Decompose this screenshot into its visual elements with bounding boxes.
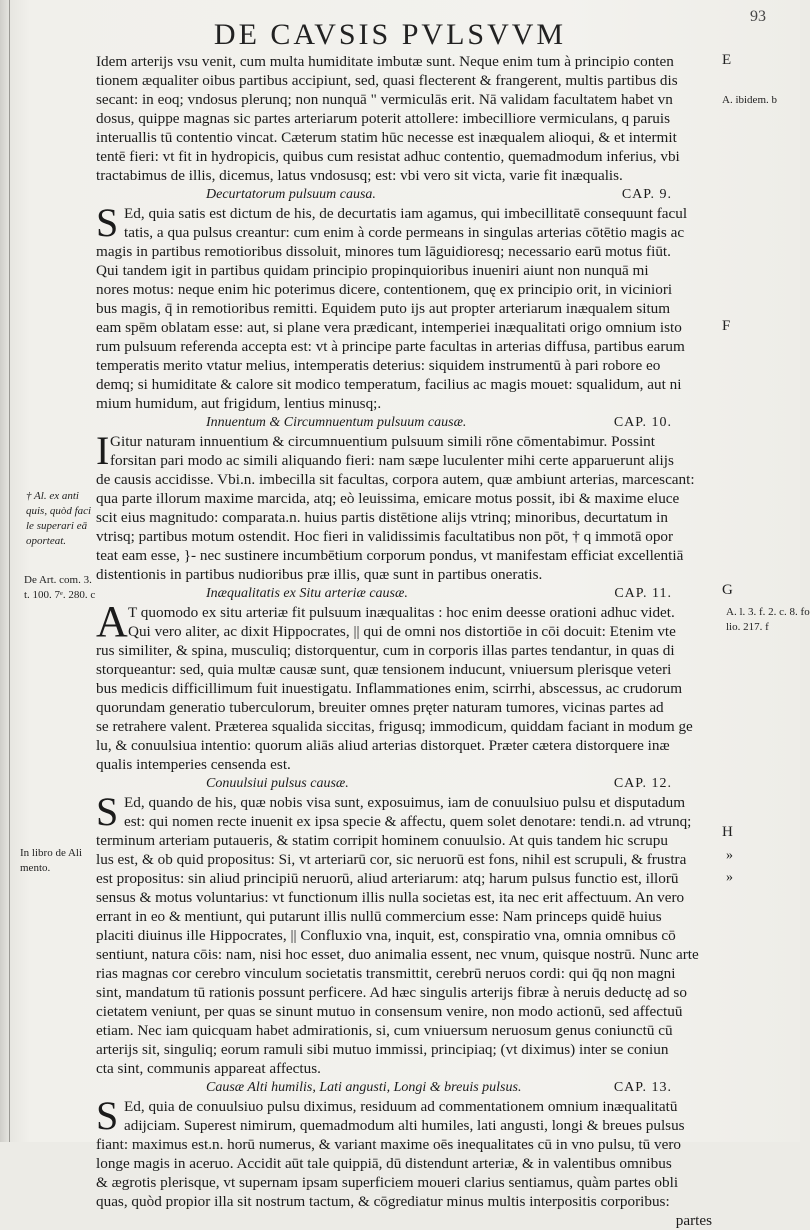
running-title: DE CAVSIS PVLSVVM [213,18,567,51]
margin-note-reference-line-1: A. l. 3. f. 2. c. 8. fo [726,606,810,618]
chapter-section [96,774,712,1078]
margin-note-alternate-line-3: le superari eā [26,520,88,532]
text-line: Ed, quia satis est dictum de his, de decurtatis iam agamus, qui imbecillitatē consequunt facul [124,205,688,222]
text-line: terminum arteriam putaueris, & statim corripit hominem conuulsio. At quis tandem hic scrupu [96,832,668,849]
margin-note-libro-line-2: mento. [20,862,51,874]
section-letter-h: H [722,824,733,840]
text-line: de causis accidisse. Vbi.n. imbecilla sit facultas, corpora autem, quæ ambiunt arterias, marcescant: [96,471,695,488]
text-line: placiti diuinus ille Hippocrates, || Confluxio vna, inquit, est, conspiratio vna, omnia omnibus cō [96,927,676,944]
chapter-title: Causæ Alti humilis, Lati angusti, Longi & breuis pulsus. [206,1080,522,1095]
text-line: mium humidum, aut frigidum, lentius minusq;. [96,395,382,412]
chapter-section [96,1078,712,1211]
chapter-title: Innuentum & Circumnuentum pulsuum causæ. [206,415,467,430]
text-line: & ægrotis plerisque, vt supernam ipsam superficiem moueri clarius sentiamus, quàm partes obli [96,1174,679,1191]
text-line: Ed, quia de conuulsiuo pulsu diximus, residuum ad commentationem omnium inæqualitatū [124,1098,678,1115]
text-line: qua parte illorum maxime marcida, atq; eò leuissima, emicare motus possit, ibi & maxime eluce [96,490,680,507]
text-line: arterijs sit, singuliq; eorum ramuli sibi mutuo immissi, principiaq; (vt diximus) inter se coniun [96,1041,669,1058]
chapter-body [96,1093,712,1211]
chapter-heading [96,185,712,204]
text-line: est: qui nomen recte inuenit ex ipsa specie & affectu, quem solet denotare: tendi.n. ad vtrunq; [124,813,692,830]
margin-note-libro-line-1: In libro de Ali [20,847,83,859]
text-line: interuallis tū contentio vincat. Cæterum statim hūc necesse est inæqualem alioqui, & et intermit [96,129,677,146]
text-line: se retrahere valent. Præterea squalida siccitas, frigusq; immodicum, quiddam faciant in modum ge [96,718,693,735]
text-line: forsitan pari modo ac simili aliquando fieri: nam sæpe luculenter mihi certe apparuerunt alijs [110,452,674,469]
text-line: tionem æqualiter oibus partibus accipiunt, sed, quasi flecterent & frangerent, multis partibus dis [96,72,678,89]
chapter-number: CAP. 9. [621,187,672,202]
drop-cap-initial: S [96,789,119,834]
text-line: secant: in eoq; vndosus plerunq; non nunquā " vermiculās erit. Nā validam facultatem habet vn [96,91,673,108]
text-line: etiam. Nec iam quicquam habet admirationis, si, cum vniuersum neruosum genus coniunctū cū [96,1022,673,1039]
text-line: quas, quòd propior illa sit nostrum tactum, & cōgrediatur minus multis interpositis corporibus: [96,1193,670,1210]
section-letter-g: G [722,582,733,598]
text-line: est propositus: sin aliud principiū neruorū, aliud arteriarum: atq; harum pulsus functio est, illorū [96,870,679,887]
chapter-heading [96,1078,712,1097]
text-line: tractabimus de illis, dicemus, latus vndosusq; est: vbi vero sit victa, varie fit inæqualis. [96,167,623,184]
text-line: bus magis, q̄ in remotioribus remitti. Equidem puto ijs aut propter arteriarum inæqualem situm [96,300,671,317]
text-line: tentē fieri: vt fit in hydropicis, quibus cum resistat adhuc contentio, quemadmodum inferius, vbi [96,148,680,165]
chapter-heading [96,774,712,793]
text-line: lu, & conuulsiua intentio: quorum aliās aliud arterias distorquet. Præter cætera distorquere inæ [96,737,670,754]
chapter-section [96,185,712,413]
page-gutter [9,0,10,1142]
drop-cap-initial: A [96,597,128,646]
text-line: Qui tandem igit in partibus quidam principio propinquioribus inueniri aiunt non nunquā mi [96,262,649,279]
text-line: qualis intemperies censenda est. [96,756,291,773]
intro-paragraph [96,52,712,185]
chapter-section [96,584,712,774]
text-line: fiant: maximus est.n. horū numerus, & variant maxime oēs inequalitates cū in vno pulsu, tū vero [96,1136,682,1153]
text-line: rias magnas cor cerebro vinculum societatis transmittit, cerebrū neruos cordi: qui q̄q non magni [96,965,676,982]
text-line: rus similiter, & spina, musculiq; distorquentur, cum in corporis illas partes tendantur, in quas di [96,642,675,659]
drop-cap-initial: S [96,1093,119,1138]
drop-cap-initial: S [96,200,119,245]
section-letter-f: F [722,318,731,334]
chapter-title: Inæqualitatis ex Situ arteriæ causæ. [206,586,408,601]
chapter-number: CAP. 12. [613,776,672,791]
margin-note-de-arte-line-1: De Art. com. 3. [24,574,92,586]
text-line: distentionis in partibus nudioribus præ illis, quæ sunt in partibus oneratis. [96,566,543,583]
main-text-block [96,52,712,1230]
text-line: vtrisq; partibus motum ostendit. Hoc fieri in validissimis facultatibus non pōt, † q immotā opor [96,528,674,545]
text-line: T quomodo ex situ arteriæ fit pulsuum inæqualitas : hoc enim deesse orationi adhuc videt. [128,604,675,621]
catchword: partes [675,1212,712,1229]
text-line: cietatem veniunt, per quas se sinunt mutuo in consensum venire, non modo actionū, sed affectuū [96,1003,683,1020]
text-line: rum pulsuum referenda accepta est: vt à principe parte facultas in arterias diffusa, partibus earum [96,338,685,355]
chapter-number: CAP. 10. [613,415,672,430]
text-line: teat eam esse, }- nec sustinere incumbētium corporum pondus, vt manifestam efficiat excellentiā [96,547,684,564]
chapter-section [96,413,712,584]
section-letter-e: E [722,52,732,68]
margin-note-reference-line-2: lio. 217. f [726,621,769,633]
text-line: sentiunt, natura cōis: nam, nisi hoc esset, duo animalia essent, nec vnum, quisque nostrū. Nunc arte [96,946,699,963]
margin-note-de-arte-line-2: t. 100. 7ᵉ. 280. c [24,589,96,601]
text-line: sint, mandatum tū rationis possunt perficere. Ad hæc singulis arterijs fibræ à neruis deductę ad so [96,984,687,1001]
chapter-sections [96,185,712,1211]
margin-quote-mark-1: » [726,848,733,863]
chapter-heading [96,413,712,432]
text-line: Ed, quando de his, quæ nobis visa sunt, exposuimus, iam de conuulsiuo pulsu et disputadum [124,794,686,811]
text-line: demq; si humiditate & calore sit modico temperatum, facilius ac magis mouet: squalidum, aut ni [96,376,682,393]
text-line: adijciam. Superest nimirum, quemadmodum alti humiles, lati angusti, longi & breues pulsus [124,1117,685,1134]
chapter-body [96,597,712,774]
text-line: eam spēm oblatam esse: aut, si plane vera prædicant, intemperiei inæqualitati origo omnium isto [96,319,682,336]
text-line: scit eius magnitudo: comparata.n. huius partis distētione alijs vtrinq; minoribus, decurtatum in [96,509,668,526]
chapter-body [96,428,712,584]
chapter-title: Conuulsiui pulsus causæ. [206,776,349,791]
chapter-body [96,200,712,413]
chapter-body [96,789,712,1078]
text-line: quorundam generatio tuberculorum, breuiter omnes pręter naturam tumores, vicinas partes ad [96,699,664,716]
chapter-number: CAP. 11. [614,586,672,601]
chapter-number: CAP. 13. [613,1080,672,1095]
text-line: longe magis in aceruo. Accidit aūt tale quippiā, dū distendunt arteriæ, & in valentibus omnibus [96,1155,672,1172]
text-line: errant in eo & mentiunt, qui putarunt illis nullū commercium esse: Nam princeps quidē huius [96,908,662,925]
text-line: bus medicis difficillimum fuit inuestigatu. Inflammationes enim, scirrhi, abscessus, ac crudorum [96,680,683,697]
margin-note-alternate-line-2: quis, quòd faci [26,505,92,517]
chapter-heading [96,584,712,603]
text-line: Gitur naturam innuentium & circumnuentium pulsuum simili rōne cōmentabimur. Possint [110,433,655,450]
chapter-title: Decurtatorum pulsuum causa. [206,187,376,202]
text-line: temperatis merito vtatur melius, intemperatis deterius: siquidem instrumentū à pari robore eo [96,357,661,374]
text-line: lus est, & ob quid propositus: Si, vt arteriarū cor, sic neruorū est fons, nihil est scrupuli, & frustra [96,851,687,868]
margin-quote-mark-2: » [726,870,733,885]
text-line: sensus & motus voluntarius: vt functionum illis nulla societas est, ita nec erit affectuum. An vero [96,889,685,906]
text-line: magis in partibus remotioribus dissoluit, minores tum lāguidioresq; necessario earū motus fiūt. [96,243,671,260]
text-line: nores motus: neque enim hic poterimus dicere, contentionem, quę ex principio orit, in viciniori [96,281,673,298]
margin-note-alternate-line-4: oporteat. [26,535,67,547]
text-line: cta sint, communis appareat affectus. [96,1060,321,1077]
text-line: Qui vero aliter, ac dixit Hippocrates, || qui de omni nos distortiōe in cōi docuit: Etenim vte [128,623,676,640]
text-line: tatis, a qua pulsus creantur: cum enim à corde permeans in singulas arterias cōtētio magis ac [124,224,685,241]
page-number: 93 [750,8,766,25]
text-line: storqueantur: sed, quia multæ causæ sunt, quæ tensionem inducunt, vniuersum plerisque veteri [96,661,672,678]
text-line: dosus, quippe magnas sic partes arteriarum poterit attollere: imbecilliore vermiculans, q paruis [96,110,670,127]
drop-cap-initial: I [96,428,110,473]
text-line: Idem arterijs vsu venit, cum multa humiditate imbutæ sunt. Neque enim tum à principio conten [96,53,674,70]
margin-note-alternate-line-1: † Al. ex anti [26,490,79,502]
margin-note-ibidem: A. ibidem. b [722,94,777,106]
